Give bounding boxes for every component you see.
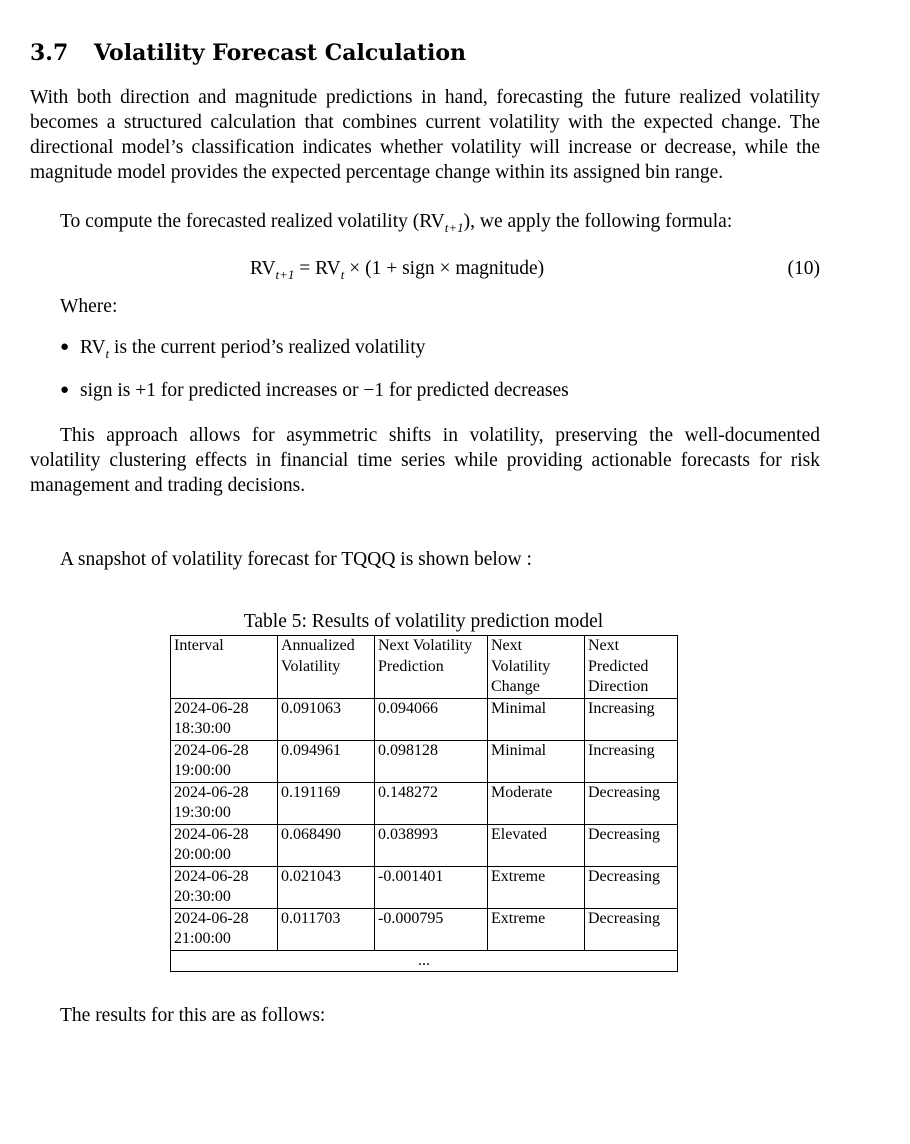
intro-paragraph: With both direction and magnitude predictions in hand, forecasting the future realized volatility becomes a structured calculation that combines current volatility with the expected change. The directional model’s classification indicates whether volatility will increase or decrease, while the magnitude model provides the expected percentage change within its assigned bin range. [30, 87, 820, 183]
section-heading [30, 40, 466, 66]
table-cell: 0.038993 [375, 824, 488, 866]
column-header: Next Volatility Prediction [375, 636, 488, 699]
table-ellipsis: ... [171, 950, 678, 972]
table-row [171, 740, 678, 782]
table-cell: 2024-06-28 20:30:00 [171, 866, 278, 908]
table-caption: Table 5: Results of volatility prediction model [243, 611, 604, 632]
table-cell: 0.148272 [375, 782, 488, 824]
table-row [171, 782, 678, 824]
section-title: Volatility Forecast Calculation [94, 40, 467, 66]
table-cell: Extreme [488, 866, 585, 908]
table-cell: 2024-06-28 19:30:00 [171, 782, 278, 824]
table-cell: 0.094961 [278, 740, 375, 782]
results-sentence: The results for this are as follows: [60, 1005, 326, 1026]
table-header-row [171, 636, 678, 699]
table-cell: Moderate [488, 782, 585, 824]
table-row [171, 824, 678, 866]
table-cell: Extreme [488, 908, 585, 950]
table-cell: Increasing [585, 740, 678, 782]
where-label: Where: [60, 296, 118, 317]
definition-item: ● $RV_t$ is the current period’s realized volatility [60, 337, 426, 361]
snapshot-sentence: A snapshot of volatility forecast for TQQQ is shown below : [60, 549, 532, 570]
table-cell: 0.021043 [278, 866, 375, 908]
table-cell: 2024-06-28 20:00:00 [171, 824, 278, 866]
column-header: Annualized Volatility [278, 636, 375, 699]
table-cell: 0.068490 [278, 824, 375, 866]
table-cell: Decreasing [585, 908, 678, 950]
table-cell: 0.191169 [278, 782, 375, 824]
results-table [170, 635, 678, 972]
approach-paragraph: This approach allows for asymmetric shifts in volatility, preserving the well-documented volatility clustering effects in financial time series while providing actionable forecasts for risk management and trading decisions. [30, 425, 820, 496]
definition-list [60, 337, 569, 423]
table-cell: Minimal [488, 740, 585, 782]
table-cell: -0.000795 [375, 908, 488, 950]
table-cell: 0.098128 [375, 740, 488, 782]
column-header: Next Predicted Direction [585, 636, 678, 699]
volatility-equation [30, 258, 820, 286]
table-cell: -0.001401 [375, 866, 488, 908]
column-header: Interval [171, 636, 278, 699]
equation-body: $RV_{t+1} = RV_t \times (1$ + sign × magnitude) [250, 258, 545, 282]
table-cell: Decreasing [585, 782, 678, 824]
table-row [171, 866, 678, 908]
table-row [171, 698, 678, 740]
table-cell: Decreasing [585, 866, 678, 908]
column-header: Next Volatility Change [488, 636, 585, 699]
equation-number: (10) [787, 258, 820, 279]
table-row [171, 908, 678, 950]
table-cell: Increasing [585, 698, 678, 740]
table-cell: Decreasing [585, 824, 678, 866]
table-cell: 2024-06-28 21:00:00 [171, 908, 278, 950]
table-cell: 0.091063 [278, 698, 375, 740]
table-cell: 0.094066 [375, 698, 488, 740]
table-cell: Elevated [488, 824, 585, 866]
table-cell: 2024-06-28 18:30:00 [171, 698, 278, 740]
section-number: 3.7 [30, 40, 69, 66]
table-cell: Minimal [488, 698, 585, 740]
table-cell: 0.011703 [278, 908, 375, 950]
table-ellipsis-row [171, 950, 678, 972]
definition-item: ● sign is +1 for predicted increases or −1 for predicted decreases [60, 380, 569, 401]
formula-lead-paragraph: To compute the forecasted realized volatility $(RV_{t+1})$, we apply the following formula: [60, 211, 733, 235]
table-cell: 2024-06-28 19:00:00 [171, 740, 278, 782]
